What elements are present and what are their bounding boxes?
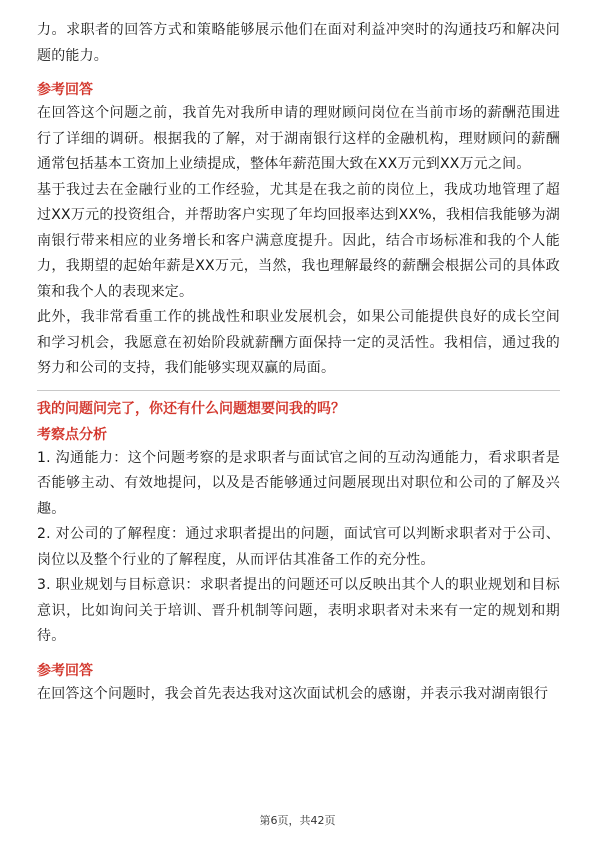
document-page (37, 18, 560, 707)
reference-answer-heading: 参考回答 (37, 662, 93, 679)
reference-answer-paragraph: 此外，我非常看重工作的挑战性和职业发展机会，如果公司能提供良好的成长空间和学习机会，我愿意在初始阶段就薪酬方面保持一定的灵活性。我相信，通过我的努力和公司的支持，我们能够实现双赢的局面。 (37, 309, 560, 376)
reference-answer-heading: 参考回答 (37, 82, 93, 98)
analysis-item: 2. 对公司的了解程度：通过求职者提出的问题，面试官可以判断求职者对于公司、岗位以及整个行业的了解程度，从而评估其准备工作的充分性。 (37, 526, 560, 568)
section-divider (37, 390, 560, 391)
question-title: 我的问题问完了，你还有什么问题想要问我的吗？ (37, 400, 345, 417)
analysis-item: 3. 职业规划与目标意识：求职者提出的问题还可以反映出其个人的职业规划和目标意识，比如询问关于培训、晋升机制等问题，表明求职者对未来有一定的规划和期待。 (37, 577, 560, 644)
analysis-heading: 考察点分析 (37, 426, 107, 443)
reference-answer-paragraph: 基于我过去在金融行业的工作经验，尤其是在我之前的岗位上，我成功地管理了超过XX万元的投资组合，并帮助客户实现了年均回报率达到XX%，我相信我能够为湖南银行带来相应的业务增长和客户满意度提升。因此，结合市场标准和我的个人能力，我期望的起始年薪是XX万元，当然，我也理解最终的薪酬会根据公司的具体政策和我个人的表现来定。 (37, 181, 560, 300)
reference-answer-paragraph: 在回答这个问题时，我会首先表达我对这次面试机会的感谢，并表示我对湖南银行 (37, 685, 549, 702)
analysis-item: 1. 沟通能力：这个问题考察的是求职者与面试官之间的互动沟通能力，看求职者是否能够主动、有效地提问，以及是否能够通过问题展现出对职位和公司的了解及兴趣。 (37, 449, 560, 517)
reference-answer-paragraph: 在回答这个问题之前，我首先对我所申请的理财顾问岗位在当前市场的薪酬范围进行了详细的调研。根据我的了解，对于湖南银行这样的金融机构，理财顾问的薪酬通常包括基本工资加上业绩提成，整体年薪范围大致在XX万元到XX万元之间。 (37, 105, 560, 172)
continuation-paragraph: 力。求职者的回答方式和策略能够展示他们在面对利益冲突时的沟通技巧和解决问题的能力。 (37, 22, 560, 64)
page-footer: 第6页，共42页 (259, 814, 336, 827)
